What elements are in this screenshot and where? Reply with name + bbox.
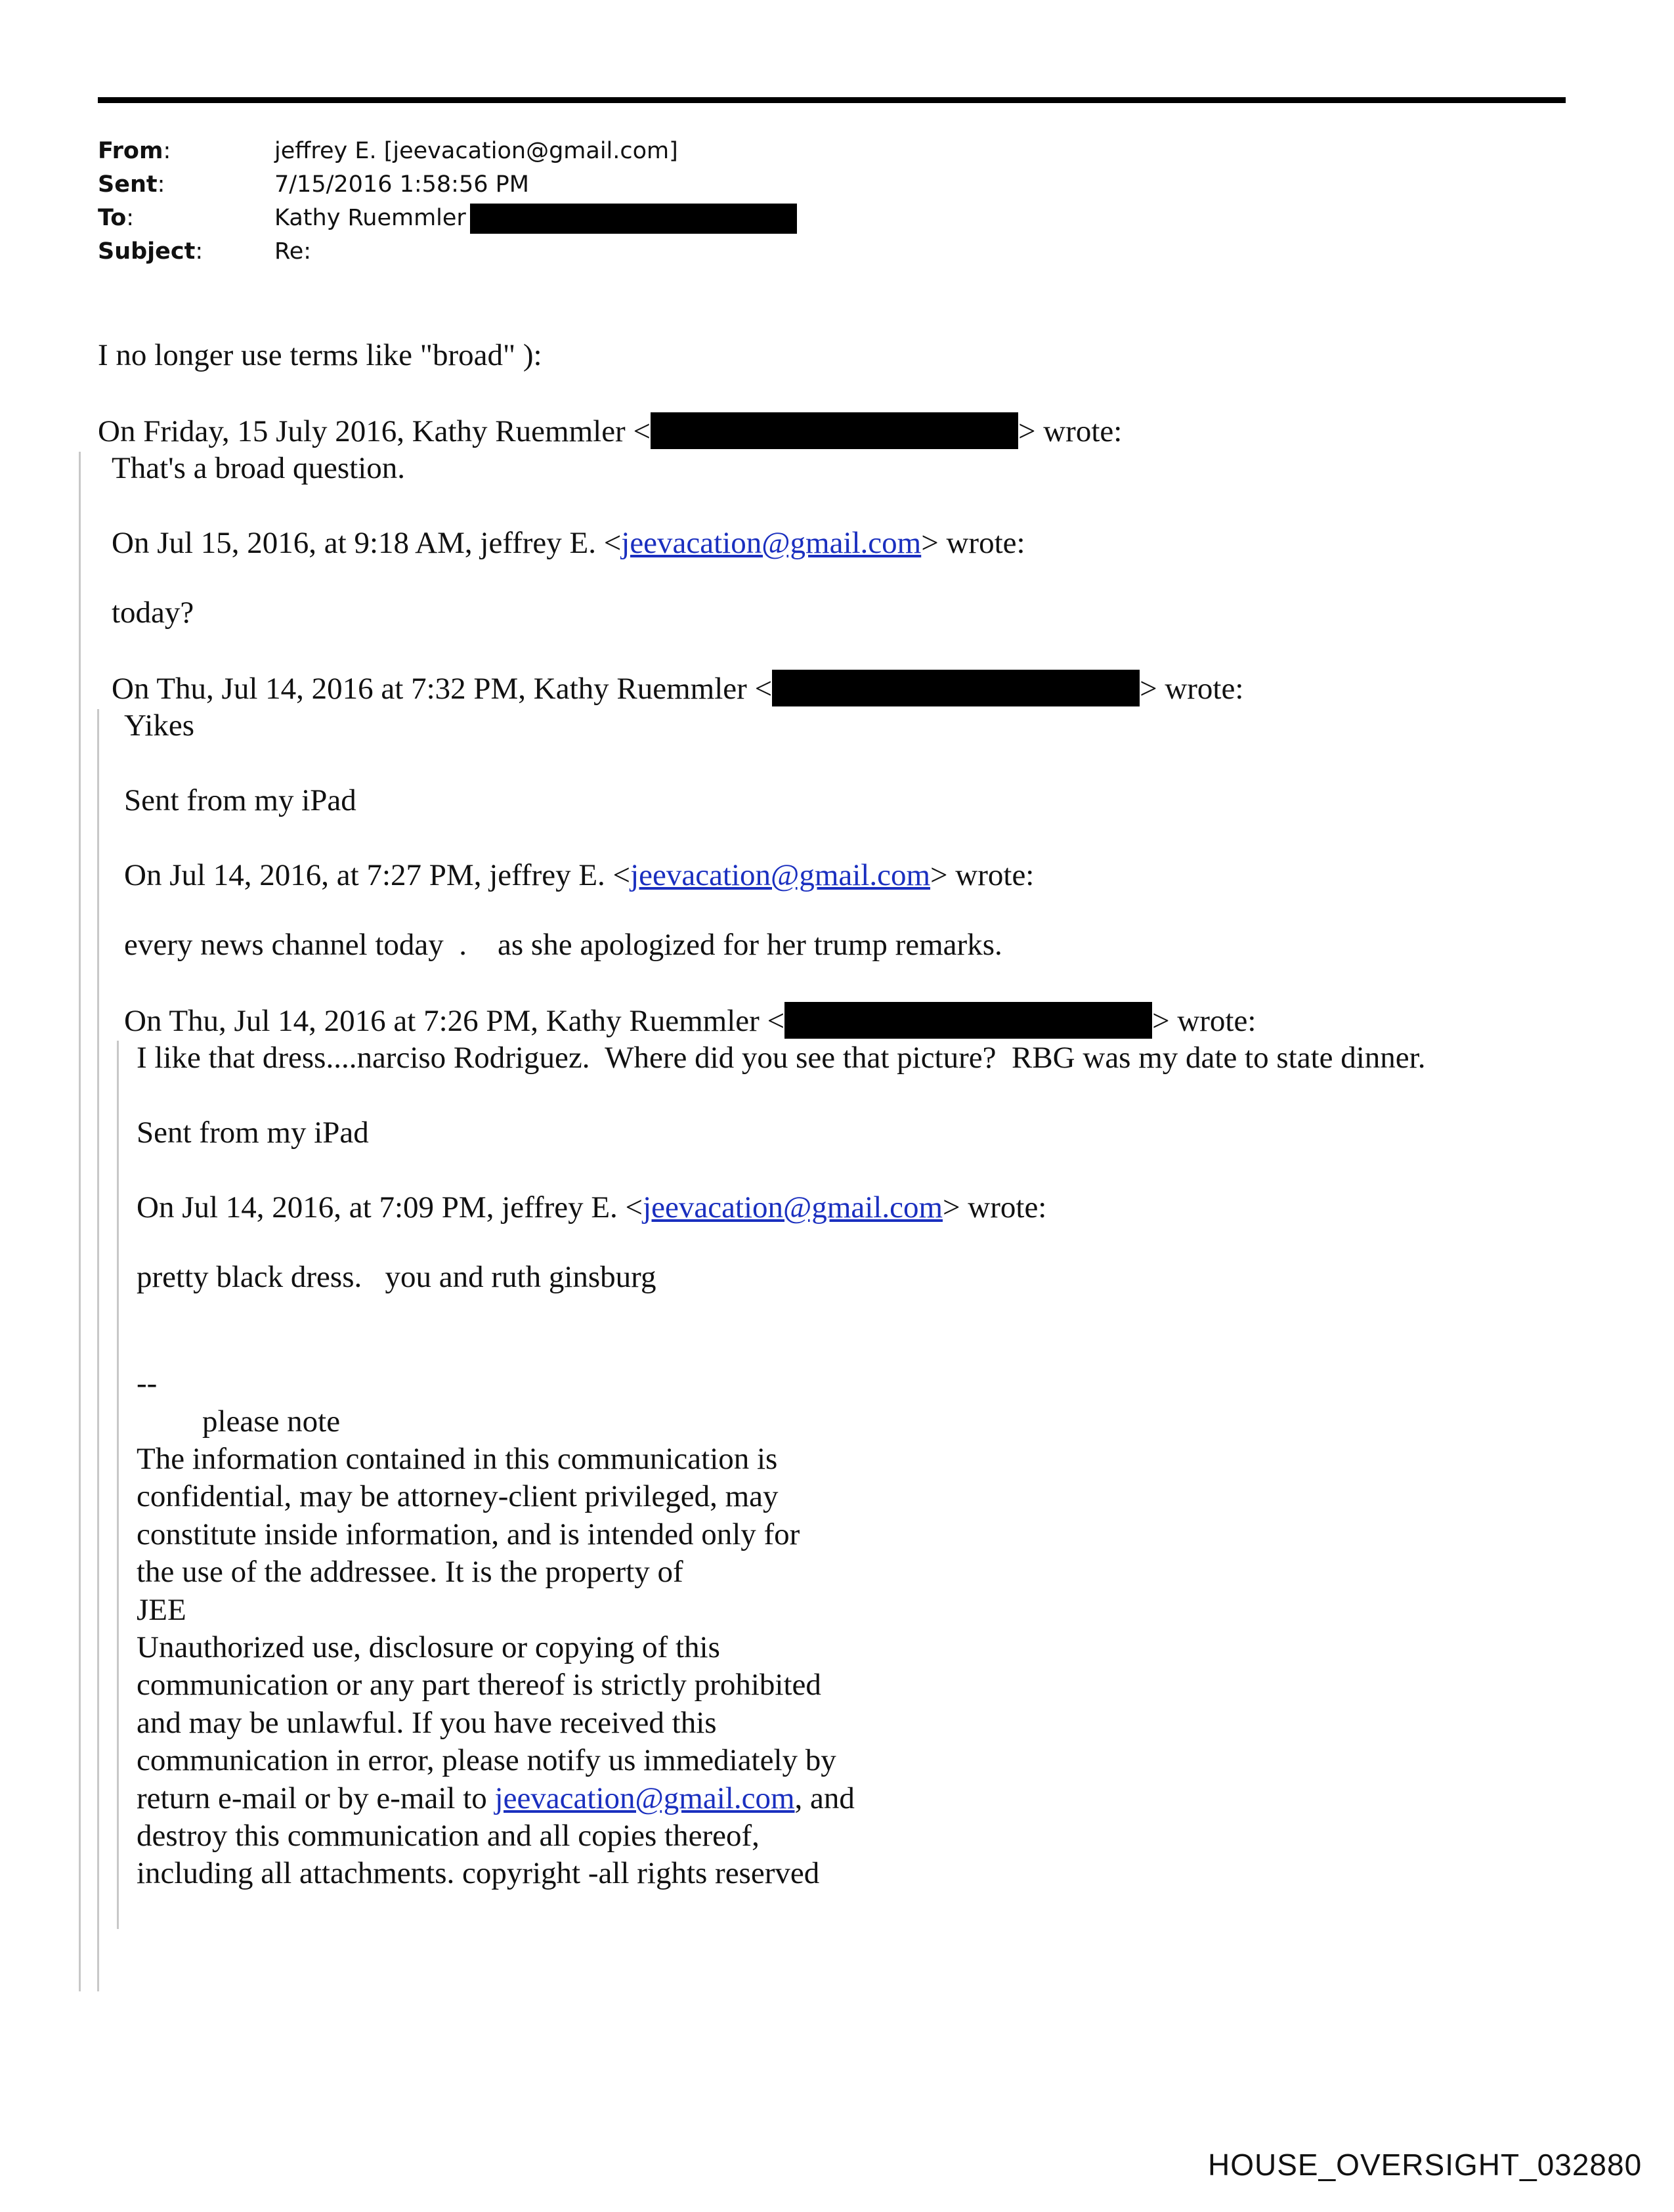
sent-label: Sent (98, 171, 158, 198)
quote-text-6: pretty black dress. you and ruth ginsburg (137, 1260, 656, 1294)
from-value: jeffrey E. [jeevacation@gmail.com] (274, 138, 678, 164)
subject-value: Re: (274, 238, 312, 265)
redaction-box (772, 670, 1140, 706)
reply-text: I no longer use terms like "broad" ): (98, 338, 542, 372)
to-row: To: Kathy Ruemmler (98, 202, 797, 235)
subject-row: Subject: Re: (98, 235, 797, 269)
quote-text-1: That's a broad question. (112, 451, 406, 485)
redaction-box (470, 204, 797, 234)
to-label: To (98, 205, 127, 231)
redaction-box (651, 412, 1018, 449)
quote-text-4: every news channel today . as she apologized for her trump remarks. (124, 928, 1002, 962)
sent-value: 7/15/2016 1:58:56 PM (274, 171, 529, 198)
quote-header-3: On Thu, Jul 14, 2016 at 7:32 PM, Kathy Ruemmler < > wrote: (112, 670, 1243, 706)
email-link[interactable]: jeevacation@gmail.com (630, 858, 931, 892)
top-rule (98, 97, 1566, 103)
sent-row: Sent: 7/15/2016 1:58:56 PM (98, 168, 797, 202)
quote-bar-1 (79, 452, 81, 1991)
quote-header-4: On Jul 14, 2016, at 7:27 PM, jeffrey E. <jeevacation@gmail.com> wrote: (124, 858, 1035, 892)
email-link[interactable]: jeevacation@gmail.com (621, 526, 922, 560)
quote-signature-3: Sent from my iPad (124, 783, 356, 817)
quote-signature-5: Sent from my iPad (137, 1116, 369, 1150)
email-header (98, 135, 797, 269)
signature-note: please note (202, 1404, 341, 1439)
quote-text-3: Yikes (124, 708, 195, 743)
quote-header-6: On Jul 14, 2016, at 7:09 PM, jeffrey E. <jeevacation@gmail.com> wrote: (137, 1190, 1047, 1225)
quote-bar-3 (117, 1041, 119, 1929)
subject-label: Subject (98, 238, 196, 265)
quote-header-2: On Jul 15, 2016, at 9:18 AM, jeffrey E. <jeevacation@gmail.com> wrote: (112, 526, 1025, 560)
quote-text-2: today? (112, 596, 194, 630)
quote-header-1: On Friday, 15 July 2016, Kathy Ruemmler < > wrote: (98, 412, 1122, 449)
email-link[interactable]: jeevacation@gmail.com (643, 1190, 943, 1225)
bates-number: HOUSE_OVERSIGHT_032880 (1208, 2148, 1642, 2182)
to-value: Kathy Ruemmler (274, 205, 466, 231)
redaction-box (784, 1002, 1152, 1039)
email-link[interactable]: jeevacation@gmail.com (494, 1781, 795, 1815)
from-label: From (98, 138, 163, 164)
signature-dashes: -- (137, 1366, 158, 1400)
quote-header-5: On Thu, Jul 14, 2016 at 7:26 PM, Kathy Ruemmler < > wrote: (124, 1002, 1256, 1039)
quote-bar-2 (97, 709, 99, 1991)
quote-text-5: I like that dress....narciso Rodriguez. Where did you see that picture? RBG was my date to state dinner. (137, 1041, 1426, 1075)
from-row: From: jeffrey E. [jeevacation@gmail.com] (98, 135, 797, 168)
confidentiality-disclaimer: The information contained in this communication is confidential, may be attorney-client privileged, may constitute inside information, and is intended only for the use of the addressee. It is the property of JEE Unauthorized use, disclosure or copying of this communication or any part thereof is strictly prohibited and may be unlawful. If you have received this communication in error, please notify us immediately by return e-mail or by e-mail to jeevacation@gmail.com, and destroy this communication and all copies thereof, including all attachments. copyright -all rights reserved (137, 1442, 855, 1891)
